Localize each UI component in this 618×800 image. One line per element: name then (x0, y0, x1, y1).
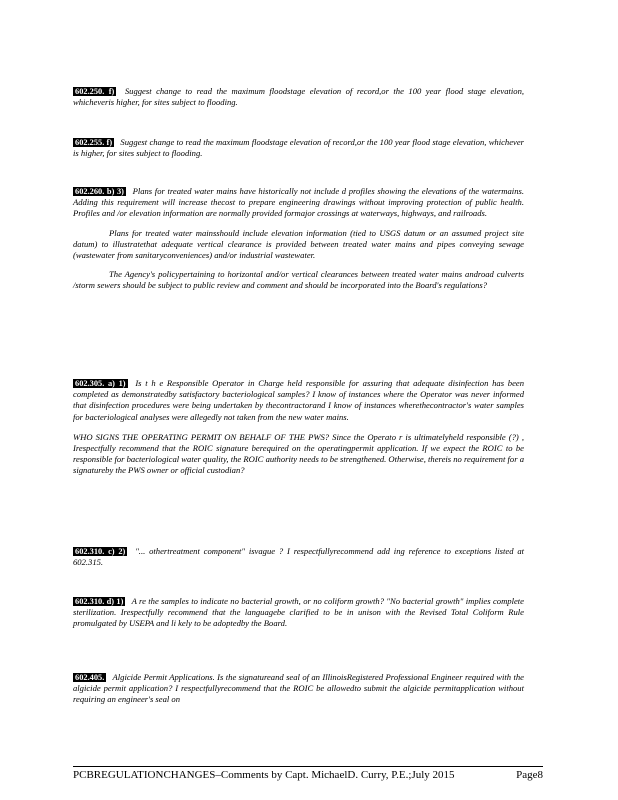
paragraph-text: A re the samples to indicate no bacterial growth, or no coliform growth? "No bacterial growth" implies complete sterilization. Irespectfully recommend that the languagebe clarified to be in unison with the Revised Total Coliform Rule promulgated by USEPA and li kely to be adoptedby the Board. (73, 596, 524, 629)
paragraph: The Agency's policypertaining to horizontal and/or vertical clearances between treated water mains androad culverts /storm sewers should be subject to public review and comment and should be incorporated into the Board's regulations? (73, 269, 524, 291)
paragraph (73, 546, 524, 568)
paragraph-text: Plans for treated water mains have historically not include d profiles showing the elevations of the watermains. Adding this requirement will increase thecost to prepare engineering drawings without improving protection of public health. Profiles and /or elevation information are normally provided formajor crossings at waterways, highways, and railroads. (73, 186, 524, 219)
paragraph-text: Algicide Permit Applications. Is the signatureand seal of an IllinoisRegistered Professional Engineer required with the algicide permit application? I respectfullyrecommend that the ROIC be allowedto submit the algicide permitapplication without requiring an engineer's seal on (73, 672, 524, 705)
paragraph-text: Suggest change to read the maximum floodstage elevation of record,or the 100 year flood stage elevation, whichever is higher, for sites subject to flooding. (73, 137, 525, 159)
paragraph (73, 596, 524, 630)
section-602-260 (73, 186, 524, 292)
paragraph (73, 378, 524, 423)
section-number: 602.305. a) 1) (75, 379, 126, 388)
paragraph-text: "... othertreatment component" isvague ? I respectfullyrecommend add ing reference to exceptions listed at 602.315. (73, 546, 525, 568)
paragraph (73, 672, 524, 706)
section-number: 602.260. b) 3) (75, 187, 124, 196)
section-602-310-c2 (73, 546, 524, 568)
page-footer (73, 766, 543, 781)
section-602-405 (73, 672, 524, 706)
paragraph (73, 186, 524, 220)
section-number: 602.405. (75, 673, 105, 682)
paragraph-text: Is t h e Responsible Operator in Charge held responsible for assuring that adequate disinfection has been completed as demonstratedby satisfactory bacteriological samples? I know of instances where the Operator was never informed that disinfection procedures were being undertaken by thecontractorand I know of instances wherethecontractor's water samples for bacteriological analyses were allegedly not taken from the new water mains. (73, 378, 524, 422)
paragraph (73, 137, 524, 159)
paragraph: Plans for treated water mainsshould include elevation information (tied to USGS datum or an assumed project site datum) to illustratethat adequate vertical clearance is provided between treated water mains and pipes conveying sewage (wastewater from sanitaryconveniences) and/or industrial wastewater. (73, 227, 524, 261)
section-602-250 (73, 86, 524, 108)
paragraph (73, 86, 524, 108)
section-number: 602.250. f) (75, 87, 115, 96)
section-number: 602.310. c) 2) (75, 547, 126, 556)
page-number: Page8 (516, 769, 543, 781)
paragraph-text: Suggest change to read the maximum floodstage elevation of record,or the 100 year flood stage elevation, whicheveris higher, for sites subject to flooding. (73, 86, 525, 108)
section-602-255 (73, 137, 524, 159)
section-number: 602.310. d) 1) (75, 597, 124, 606)
footer-title: PCBREGULATIONCHANGES–Comments by Capt. MichaelD. Curry, P.E.;July 2015 (73, 769, 455, 781)
section-number: 602.255. f) (75, 138, 113, 147)
section-602-305 (73, 378, 524, 477)
paragraph: WHO SIGNS THE OPERATING PERMIT ON BEHALF OF THE PWS? Since the Operato r is ultimatelyheld responsible (?) , Irespectfully recommend that the ROIC signature berequired on the operatingpermit application. If we expect the ROIC to be responsible for bacteriological water quality, the ROIC authority needs to be strengthened. Otherwise, thereis no requirement for a signatureby the PWS owner or official custodian? (73, 431, 524, 476)
section-602-310-d1 (73, 596, 524, 630)
